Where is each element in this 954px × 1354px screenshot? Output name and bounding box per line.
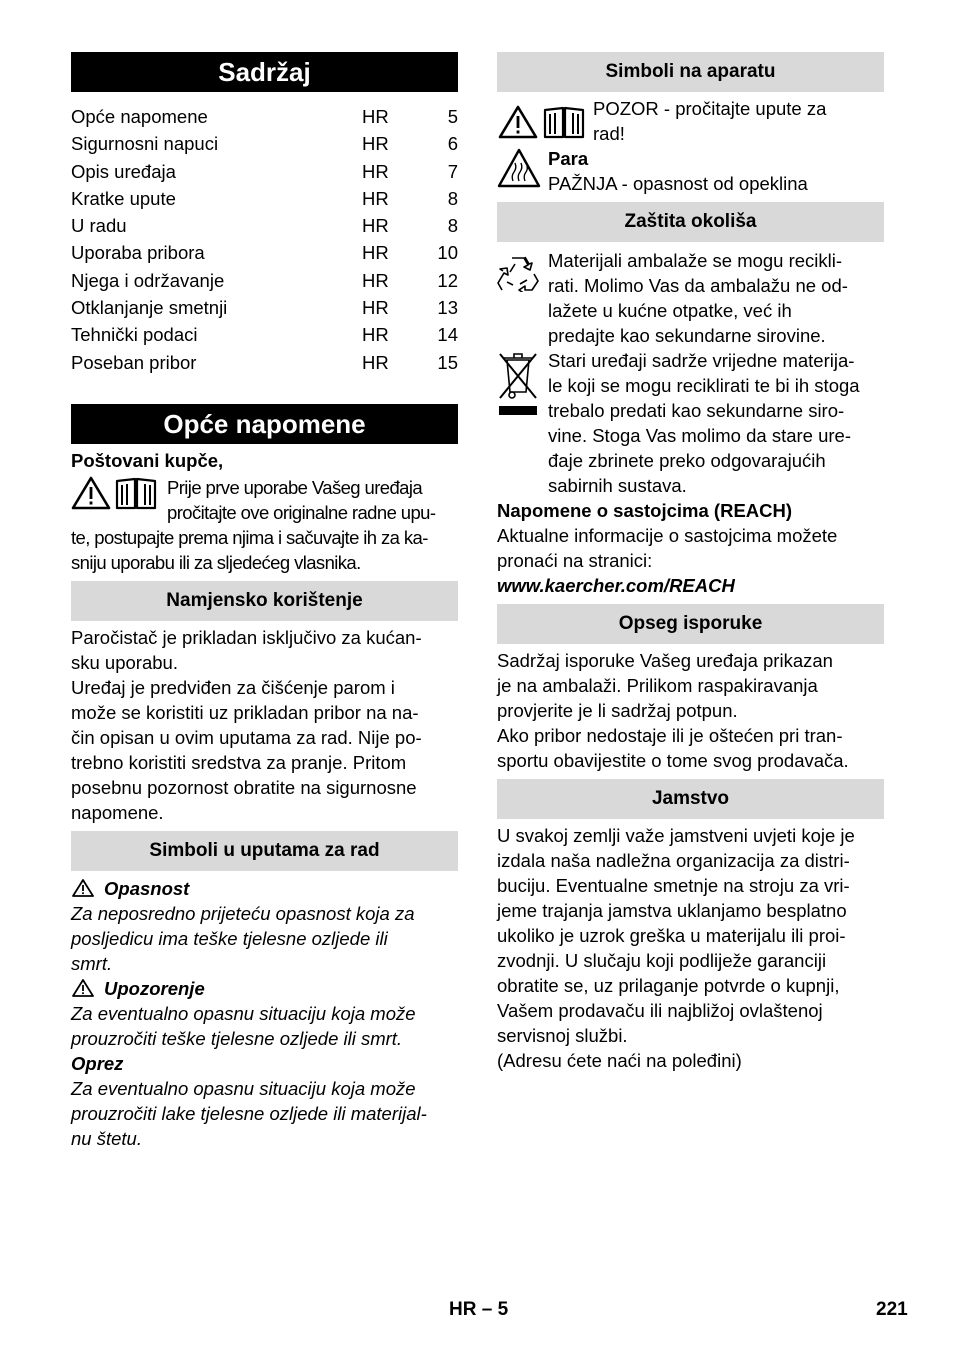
- intro-line: Prije prve uporabe Vašeg uređaja: [167, 476, 423, 498]
- toc-page: 8: [447, 215, 458, 237]
- toc-page: 15: [437, 351, 458, 373]
- toc-title: Opis uređaja: [71, 160, 176, 182]
- toc-title: Uporaba pribora: [71, 242, 205, 264]
- warning-row: [71, 976, 458, 1001]
- intro-side-text: [167, 475, 435, 525]
- dear-customer: Poštovani kupče,: [71, 449, 224, 471]
- steam-row: [497, 146, 884, 196]
- toc-lang: HR: [362, 215, 389, 237]
- warning-triangle-icon: [71, 978, 95, 998]
- toc-page: 12: [437, 269, 458, 291]
- right-column: [497, 52, 884, 1073]
- text-line: Za eventualno opasnu situaciju koja može: [71, 1002, 416, 1024]
- crossed-bin-icon: [497, 350, 548, 418]
- toc-title: Poseban pribor: [71, 351, 197, 373]
- toc-title: Sigurnosni napuci: [71, 133, 219, 155]
- danger-row: [71, 876, 458, 901]
- warranty-text: [497, 823, 884, 1073]
- text-line: izdala naša nadležna organizacija za distri-: [497, 850, 850, 871]
- text-line: (Adresu ćete naći na poleđini): [497, 1050, 742, 1071]
- contents-heading: Sadržaj: [71, 52, 458, 92]
- text-line: ukoliko je uzrok greška u materijalu ili proi-: [497, 925, 846, 946]
- text-line: Za eventualno opasnu situaciju koja može: [71, 1077, 416, 1099]
- toc-page: 10: [437, 242, 458, 264]
- text-line: posebnu pozornost obratite na sigurnosne: [71, 776, 417, 798]
- warning-triangle-icon: [497, 104, 539, 140]
- text-line: servisnoj službi.: [497, 1025, 628, 1046]
- toc-row[interactable]: [71, 321, 458, 348]
- toc-title: U radu: [71, 215, 127, 237]
- intro-block: [71, 475, 458, 525]
- book-manual-icon: [114, 475, 158, 511]
- toc-title: Tehnički podaci: [71, 324, 198, 346]
- toc-row[interactable]: [71, 185, 458, 212]
- toc-lang: HR: [362, 351, 389, 373]
- caution-label: Oprez: [71, 1052, 124, 1074]
- toc-page: 8: [447, 187, 458, 209]
- intro-rest: [71, 525, 458, 575]
- text-line: Vašem prodavaču ili najbližoj ovlaštenoj: [497, 1000, 823, 1021]
- toc-row[interactable]: [71, 103, 458, 130]
- text-line: PAŽNJA - opasnost od opeklina: [548, 173, 808, 194]
- toc-title: Opće napomene: [71, 106, 208, 127]
- manual-symbols-text: [71, 876, 458, 1151]
- toc-lang: HR: [362, 106, 389, 127]
- steam-text: [548, 146, 808, 196]
- text-line: buciju. Eventualne smetnje na stroju za vri-: [497, 875, 850, 896]
- text-line: đaje zbrinete preko odgovarajućih: [548, 450, 826, 471]
- read-manual-row: [497, 96, 884, 146]
- text-line: Aktualne informacije o sastojcima možete: [497, 525, 838, 546]
- text-line: Sadržaj isporuke Vašeg uređaja prikazan: [497, 650, 833, 671]
- text-line: predajte kao sekundarne sirovine.: [548, 325, 826, 346]
- footer-section-marker: HR – 5: [449, 1299, 509, 1320]
- text-line: trebno koristiti sredstva za pranje. Pritom: [71, 751, 407, 773]
- text-line: pronaći na stranici:: [497, 550, 653, 571]
- left-column: [71, 52, 458, 1151]
- toc-title: Otklanjanje smetnji: [71, 297, 228, 319]
- toc-title: Kratke upute: [71, 187, 176, 209]
- device-symbols-heading: Simboli na aparatu: [497, 52, 884, 92]
- warranty-heading: Jamstvo: [497, 779, 884, 819]
- manual-symbols-heading: Simboli u uputama za rad: [71, 831, 458, 871]
- text-line: Materijali ambalaže se mogu recikli-: [548, 250, 843, 271]
- toc-lang: HR: [362, 324, 389, 346]
- reach-heading: Napomene o sastojcima (REACH): [497, 500, 793, 521]
- text-line: jeme trajanja jamstva uklanjamo besplatno: [497, 900, 847, 921]
- intro-icons: [71, 475, 167, 511]
- toc-row[interactable]: [71, 212, 458, 239]
- text-line: Ako pribor nedostaje ili je oštećen pri tran-: [497, 725, 843, 746]
- text-line: Za neposredno prijeteću opasnost koja za: [71, 902, 415, 924]
- toc-page: 5: [447, 106, 458, 127]
- recycle-icon: [497, 254, 548, 292]
- toc-lang: HR: [362, 242, 389, 264]
- text-line: sabirnih sustava.: [548, 475, 687, 496]
- intro-line: pročitajte ove originalne radne upu-: [167, 501, 436, 523]
- text-line: Uređaj je predviđen za čišćenje parom i: [71, 676, 395, 698]
- text-line: nu štetu.: [71, 1127, 142, 1149]
- weee-row: [497, 348, 884, 498]
- text-line: rad!: [593, 123, 625, 144]
- read-manual-icons: [497, 104, 593, 140]
- reach-link[interactable]: www.kaercher.com/REACH: [497, 575, 735, 596]
- toc-row[interactable]: [71, 158, 458, 185]
- scope-text: [497, 648, 884, 773]
- toc-lang: HR: [362, 297, 389, 319]
- weee-text: [548, 348, 860, 498]
- text-line: je na ambalaži. Prilikom raspakiravanja: [497, 675, 818, 696]
- text-line: lažete u kućne otpatke, već ih: [548, 300, 792, 321]
- toc-row[interactable]: [71, 267, 458, 294]
- text-line: Stari uređaji sadrže vrijedne materija-: [548, 350, 855, 371]
- toc-lang: HR: [362, 160, 389, 182]
- hot-steam-warning-icon: [497, 148, 548, 188]
- text-line: prouzročiti teške tjelesne ozljede ili smrt.: [71, 1027, 403, 1049]
- warning-label: Upozorenje: [104, 977, 205, 999]
- text-line: le koji se mogu reciklirati te bi ih stoga: [548, 375, 860, 396]
- intended-use-text: [71, 625, 458, 825]
- text-line: smrt.: [71, 952, 113, 974]
- toc-row[interactable]: [71, 130, 458, 157]
- toc-lang: HR: [362, 133, 389, 155]
- intro-line: sniju uporabu ili za sljedećeg vlasnika.: [71, 551, 361, 573]
- toc-page: 14: [437, 324, 458, 346]
- text-line: napomene.: [71, 801, 164, 823]
- table-of-contents: [71, 103, 458, 376]
- read-manual-text: [593, 96, 826, 146]
- text-line: posljedicu ima teške tjelesne ozljede ili: [71, 927, 388, 949]
- text-line: čin opisan u ovim uputama za rad. Nije po-: [71, 726, 422, 748]
- toc-lang: HR: [362, 269, 389, 291]
- toc-row[interactable]: [71, 349, 458, 376]
- intended-use-heading: Namjensko korištenje: [71, 581, 458, 621]
- warning-triangle-icon: [71, 878, 95, 898]
- toc-page: 7: [447, 160, 458, 182]
- text-line: prouzročiti lake tjelesne ozljede ili materijal-: [71, 1102, 427, 1124]
- text-line: provjerite je li sadržaj potpun.: [497, 700, 738, 721]
- toc-title: Njega i održavanje: [71, 269, 225, 291]
- text-line: sku uporabu.: [71, 651, 178, 673]
- text-line: vine. Stoga Vas molimo da stare ure-: [548, 425, 851, 446]
- toc-page: 13: [437, 297, 458, 319]
- text-line: može se koristiti uz prikladan pribor na na-: [71, 701, 419, 723]
- general-notes-heading: Opće napomene: [71, 404, 458, 444]
- toc-row[interactable]: [71, 294, 458, 321]
- text-line: U svakoj zemlji važe jamstveni uvjeti koje je: [497, 825, 855, 846]
- toc-page: 6: [447, 133, 458, 155]
- text-line: rati. Molimo Vas da ambalažu ne od-: [548, 275, 848, 296]
- page-number: 221: [876, 1299, 908, 1320]
- text-line: Paročistač je prikladan isključivo za kućan-: [71, 626, 422, 648]
- text-line: zvodnji. U slučaju koji podliježe garanciji: [497, 950, 827, 971]
- warning-triangle-icon: [71, 475, 111, 511]
- toc-row[interactable]: [71, 239, 458, 266]
- danger-label: Opasnost: [104, 877, 190, 899]
- book-manual-icon: [542, 104, 586, 140]
- toc-lang: HR: [362, 187, 389, 209]
- text-line: sportu obavijestite o tome svog prodavača.: [497, 750, 849, 771]
- intro-line: te, postupajte prema njima i sačuvajte ih za ka-: [71, 526, 428, 548]
- scope-heading: Opseg isporuke: [497, 604, 884, 644]
- recycle-row: [497, 248, 884, 348]
- text-line: trebalo predati kao sekundarne siro-: [548, 400, 845, 421]
- environment-heading: Zaštita okoliša: [497, 202, 884, 242]
- steam-label: Para: [548, 148, 589, 169]
- text-line: POZOR - pročitajte upute za: [593, 98, 827, 119]
- text-line: obratite se, uz prilaganje potvrde o kupnji,: [497, 975, 840, 996]
- recycle-text: [548, 248, 848, 348]
